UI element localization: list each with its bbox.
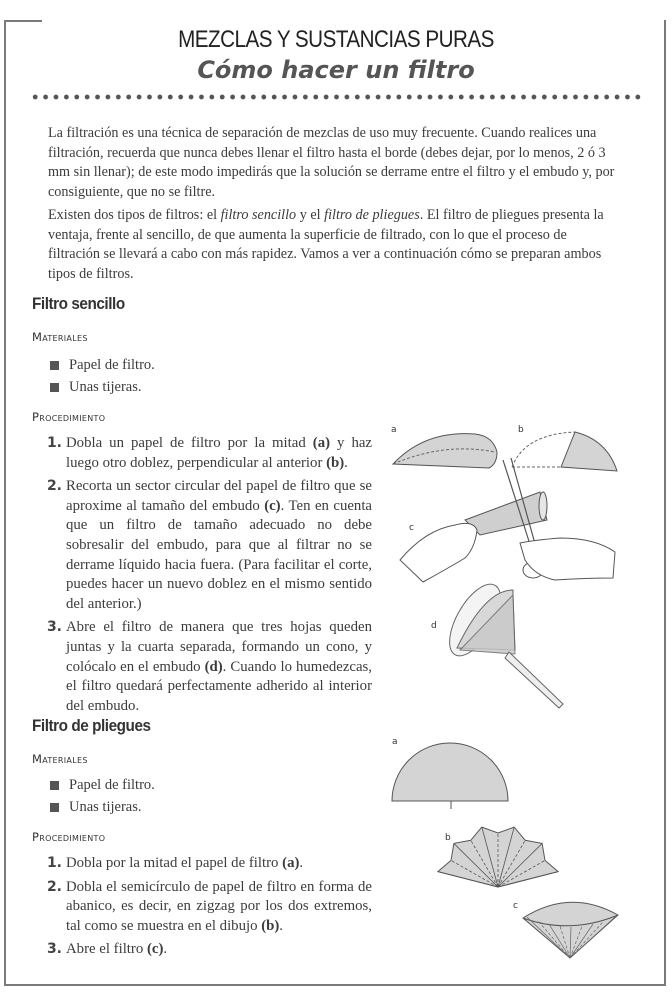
step-number: 3. — [46, 941, 62, 958]
pleated-filter-illustration — [380, 730, 660, 980]
step-item — [36, 878, 372, 937]
simple-filter-illustration — [385, 420, 645, 720]
steps-list-pleated — [36, 854, 372, 964]
step-text: Dobla por la mitad el papel de filtro (a). — [66, 855, 304, 871]
step-number: 2. — [46, 878, 62, 895]
materials-list-simple — [50, 354, 155, 398]
intro-paragraph-2 — [48, 206, 620, 284]
list-item — [50, 376, 155, 398]
figure-label-a: a — [391, 425, 397, 435]
term-filtro-sencillo: filtro sencillo — [220, 207, 297, 223]
procedure-heading-simple — [32, 410, 105, 424]
section-heading-simple: Filtro sencillo — [32, 294, 125, 313]
materials-heading-simple — [32, 330, 88, 344]
figure-label-d: d — [431, 621, 437, 631]
procedure-heading-text: Procedimiento — [32, 830, 106, 844]
materials-heading-text: Materiales — [32, 330, 88, 344]
step-text: Dobla el semicírculo de papel de filtro en forma de abanico, es decir, en zigzag por los dos extremos, tal como se muestra en el dibujo (b). — [66, 878, 372, 934]
open-pleated-filter — [523, 902, 618, 958]
materials-list-pleated — [50, 774, 155, 818]
step-text: Dobla un papel de filtro por la mitad (a) y haz luego otro doblez, perpendicular al anterior (b). — [66, 435, 372, 471]
figure-label-c: c — [409, 523, 414, 533]
step-item — [36, 854, 372, 874]
step-text: Abre el filtro (c). — [66, 941, 168, 958]
step-number: 3. — [46, 619, 62, 636]
list-item-text: Papel de filtro. — [69, 357, 155, 373]
list-item — [50, 796, 155, 818]
square-bullet-icon — [50, 803, 59, 812]
procedure-heading-text: Procedimiento — [32, 410, 106, 424]
step-text: Recorta un sector circular del papel de filtro que se aproxime al tamaño del embudo (c). Ten en cuenta que un filtro de tamaño adecuado no debe sobresalir del embudo, para que al filtrar no se derrame líquido hacia fuera. (Para facilitar el corte, puedes hacer un nuevo doblez en el mismo sentido del anterior.) — [66, 478, 372, 612]
intro-text — [48, 124, 620, 288]
folded-quarter-paper — [512, 432, 617, 471]
intro-paragraph-1: La filtración es una técnica de separación de mezclas de uso muy frecuente. Cuando realices una filtración, recuerda que nunca debes llenar el filtro hasta el borde (debes dejar, por lo menos, 2 ó 3 mm sin llenar); de este modo impedirás que la solución se derrame entre el filtro y el embudo y, por consiguiente, que no se filtre. — [48, 125, 615, 200]
figure-label-a: a — [392, 737, 398, 747]
step-number: 2. — [46, 478, 62, 495]
materials-heading-pleated — [32, 752, 88, 766]
square-bullet-icon — [50, 781, 59, 790]
section-heading-pleated: Filtro de pliegues — [32, 716, 151, 735]
list-item-text: Unas tijeras. — [69, 379, 142, 395]
procedure-heading-pleated — [32, 830, 105, 844]
step-text: Abre el filtro de manera que tres hojas queden juntas y la cuarta separada, formando un cono, y colócalo en el embudo (d). Cuando lo humedezcas, el filtro quedará perfectamente adherido al interior del embudo. — [66, 619, 373, 714]
step-number: 1. — [46, 435, 62, 451]
topic-heading: MEZCLAS Y SUSTANCIAS PURAS — [178, 26, 494, 53]
hands-cutting-paper — [400, 458, 615, 582]
steps-list-simple — [36, 434, 372, 720]
funnel-with-filter — [439, 576, 563, 708]
step-item — [36, 477, 372, 614]
page-title: Cómo hacer un filtro — [197, 56, 475, 84]
folded-half-paper — [393, 434, 497, 468]
list-item-text: Papel de filtro. — [69, 777, 155, 793]
intro-text-run: . El filtro de pliegues presenta la ventaja, frente al sencillo, de que aumenta la superficie de filtrado, con lo que el proceso de filtración se llevará a cabo con más rapidez. Vamos a ver a continuación cómo se preparan ambos tipos de filtros. — [48, 207, 604, 282]
square-bullet-icon — [50, 361, 59, 370]
figure-label-b: b — [445, 833, 451, 843]
square-bullet-icon — [50, 383, 59, 392]
list-item-text: Unas tijeras. — [69, 799, 142, 815]
list-item — [50, 774, 155, 796]
materials-heading-text: Materiales — [32, 752, 88, 766]
pleated-fan — [438, 827, 558, 887]
figure-label-b: b — [518, 425, 524, 435]
intro-text-run: Existen dos tipos de filtros: el — [48, 207, 221, 223]
intro-text-run: y el — [296, 207, 325, 223]
semicircle-paper — [392, 743, 508, 809]
dotted-divider — [30, 94, 642, 100]
step-item — [36, 940, 372, 960]
term-filtro-pliegues: filtro de pliegues — [324, 207, 420, 223]
step-number: 1. — [46, 855, 62, 871]
step-item — [36, 434, 372, 473]
step-item — [36, 618, 372, 716]
list-item — [50, 354, 155, 376]
figure-label-c: c — [513, 901, 518, 911]
